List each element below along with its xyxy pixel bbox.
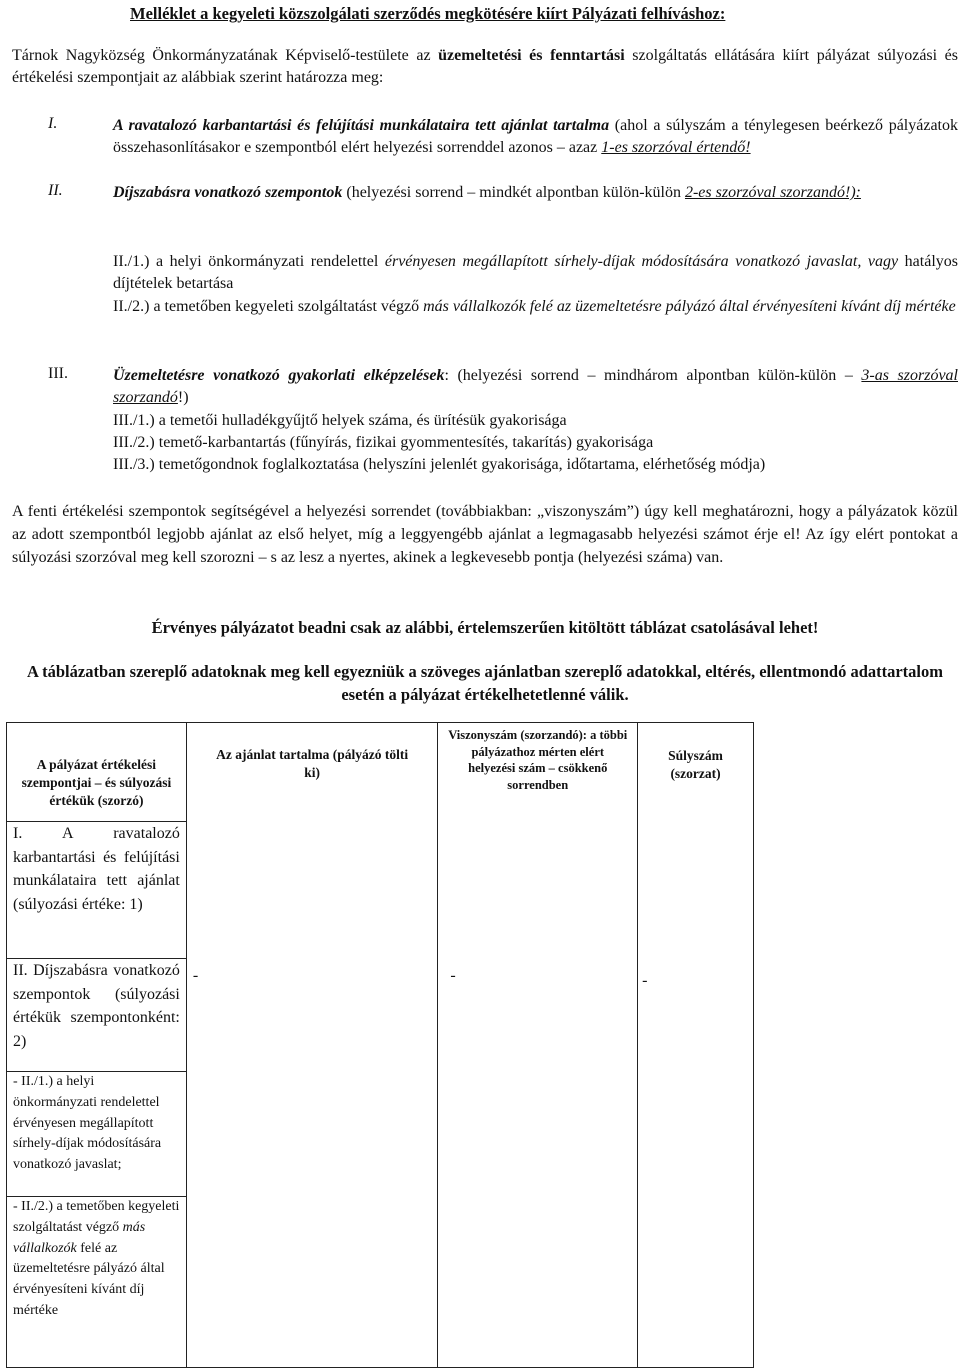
criterion-i-multiplier: 1-es szorzóval értendő! [601, 139, 751, 156]
row4-criterion [7, 1197, 186, 1322]
intro-paragraph [12, 45, 958, 89]
header-weight: Súlyszám (szorzat) [668, 748, 723, 781]
criterion-ii-desc: (helyezési sorrend – mindkét alpontban külön-külön [342, 184, 685, 201]
criterion-ii-multiplier: 2-es szorzóval szorzandó!): [684, 184, 861, 201]
criterion-ii-sub1-text-b: érvényesen megállapított sírhely-díjak módosítására vonatkozó javaslat, vagy [384, 253, 899, 270]
row4-text-c: felé az üzemeltetésre pályázó által érvényesíteni kívánt díj mértéke [13, 1240, 165, 1318]
criterion-ii-text [113, 182, 958, 204]
intro-text-c: szolgáltatás ellátására kiírt pályázat súlyozási és értékelési szempontjait az alábbiak szerint határozza meg: [12, 47, 958, 86]
criterion-ii-sub2 [113, 296, 958, 318]
row3-criterion: - II./1.) a helyi önkormányzati rendelettel érvényesen megállapított sírhely-díjak módosítására vonatkozó javaslat; [13, 1074, 162, 1173]
criterion-ii-title: Díjszabásra vonatkozó szempontok [113, 184, 343, 201]
notice-data-consistency: A táblázatban szereplő adatoknak meg kell egyezniük a szöveges ajánlatban szereplő adatokkal, eltérés, ellentmondó adattartalom esetén a pályázat értékelhetetlenné válik. [26, 662, 944, 704]
criterion-iii-title: Üzemeltetésre vonatkozó gyakorlati elképzelések [113, 367, 445, 384]
row4-text-b: más vállalkozók [13, 1219, 146, 1256]
criterion-ii-sub1-text-c: hatályos díjtételek betartása [113, 253, 958, 292]
relative-rank-column[interactable] [438, 723, 638, 1368]
criterion-i-text [113, 115, 958, 159]
row2-rank-dash: - [450, 967, 456, 984]
criterion-iii-multiplier: 3-as szorzóval szorzandó [113, 367, 958, 406]
criterion-iii-sub3: III./3.) temetőgondnok foglalkoztatása (helyszíni jelenlét gyakorisága, időtartama, elérhetőség módja) [113, 456, 766, 473]
row2-weight-dash: - [642, 972, 648, 989]
header-criteria: A pályázat értékelési szempontjai – és súlyozási értékük (szorzó) [21, 757, 172, 808]
row2-offer-dash: - [192, 967, 199, 984]
header-relative-rank: Viszonyszám (szorzandó): a többi pályázathoz mérten elért helyezési szám – csökkenő sorrendben [448, 728, 628, 792]
criterion-ii-sub2-number: II./2.) [113, 298, 150, 315]
header-criteria-cell [7, 723, 187, 822]
row2-criterion-cell [7, 959, 187, 1072]
criterion-ii-number: II. [48, 182, 63, 199]
criterion-iii-sub2: III./2.) temető-karbantartás (fűnyírás, fizikai gyommentesítés, takarítás) gyakorisága [113, 434, 654, 451]
header-offer-content: Az ajánlat tartalma (pályázó tölti ki) [216, 747, 409, 780]
notice-table-required: Érvényes pályázatot beadni csak az alábbi, értelemszerűen kitöltött táblázat csatolásával lehet! [151, 618, 819, 637]
weight-column[interactable] [638, 723, 754, 1368]
criterion-ii-sub2-text-a: a temetőben kegyeleti szolgáltatást végző [149, 298, 424, 315]
document-title: Melléklet a kegyeleti közszolgálati szerződés megkötésére kiírt Pályázati felhíváshoz: [130, 4, 726, 23]
criterion-i-desc: (ahol a súlyszám a ténylegesen beérkező pályázatok összehasonlításakor e szempontból elért helyezési sorrenddel azonos – azaz [113, 117, 958, 156]
row1-criterion-cell [7, 822, 187, 959]
criterion-ii-sub2-text-b: más vállalkozók felé az üzemeltetésre pályázó által érvényesíteni kívánt díj mértéke [423, 298, 956, 315]
criterion-ii-sub1 [113, 251, 958, 295]
criterion-i-number: I. [48, 115, 58, 132]
criterion-iii-number: III. [48, 365, 68, 382]
criterion-iii-sub1: III./1.) a temetői hulladékgyűjtő helyek száma, és ürítésük gyakorisága [113, 412, 567, 429]
criterion-iii-text [113, 365, 958, 409]
row3-criterion-cell [7, 1072, 187, 1197]
criterion-iii-desc: : (helyezési sorrend – mindhárom alpontban külön-külön – [444, 367, 862, 384]
criterion-ii-sub1-text-a: a helyi önkormányzati rendelettel [149, 253, 385, 270]
row1-criterion: I. A ravatalozó karbantartási és felújítási munkálataira tett ajánlat (súlyozási értéke: 1) [13, 825, 180, 913]
row4-criterion-cell [7, 1197, 187, 1368]
evaluation-table [6, 722, 754, 1368]
criterion-ii-sub1-number: II./1.) [113, 253, 150, 270]
intro-text-a: Tárnok Nagyközség Önkormányzatának Képviselő-testülete az [12, 47, 439, 64]
table-header-row [7, 723, 754, 822]
row4-text-a: - II./2.) a temetőben kegyeleti szolgáltatást végző [13, 1199, 180, 1235]
intro-text-bold: üzemeltetési és fenntartási [438, 47, 625, 64]
row2-criterion: II. Díjszabásra vonatkozó szempontok (súlyozási értékük szempontonként: 2) [13, 962, 180, 1050]
offer-content-column[interactable] [186, 723, 438, 1368]
explanation-paragraph: A fenti értékelési szempontok segítségével a helyezési sorrendet (továbbiakban: „viszonyszám”) úgy kell meghatározni, hogy a pályázatok közül az adott szempontból legjobb ajánlat az első helyet, míg a leggyengébb ajánlat a legmagasabb helyezési számot érje el! Az így elért pontokat a súlyozási szorzóval meg kell szorozni – s az lesz a nyertes, akinek a legkevesebb pontja (helyezési száma) van. [12, 503, 958, 566]
criterion-i-title: A ravatalozó karbantartási és felújítási munkálataira tett ajánlat tartalma [113, 117, 610, 134]
criterion-iii-tail: !) [177, 389, 189, 406]
